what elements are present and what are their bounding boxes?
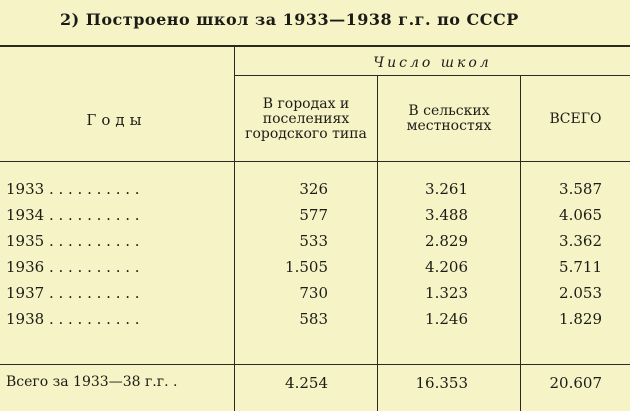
table-row	[0, 307, 630, 333]
city-column-header: В городах и поселениях городского типа	[245, 95, 367, 142]
row-total-value: 2.053	[559, 284, 602, 302]
row-total-value: 3.587	[559, 180, 602, 198]
row-rural-value: 4.206	[425, 258, 468, 276]
row-rural-value: 2.829	[425, 232, 468, 250]
row-year: 1936 . . . . . . . . . .	[6, 258, 140, 276]
row-city-value: 730	[299, 284, 328, 302]
row-rural-value: 1.323	[425, 284, 468, 302]
row-city-value: 533	[299, 232, 328, 250]
table-row	[0, 281, 630, 307]
total-label: Всего за 1933—38 г.г. .	[6, 374, 178, 390]
row-total-value: 1.829	[559, 310, 602, 328]
total-rural-value: 16.353	[415, 374, 468, 392]
total-top-rule	[0, 364, 630, 365]
row-total-value: 5.711	[559, 258, 602, 276]
rural-column-header: В сельских местностях	[406, 103, 492, 134]
row-year: 1933 . . . . . . . . . .	[6, 180, 140, 198]
row-total-value: 4.065	[559, 206, 602, 224]
group-header-rule	[234, 75, 630, 76]
total-column-header: ВСЕГО	[549, 110, 602, 127]
table-title: 2) Построено школ за 1933—1938 г.г. по СССР	[60, 10, 519, 29]
row-total-value: 3.362	[559, 232, 602, 250]
total-row	[0, 371, 630, 397]
school-count-group-header: Число школ	[373, 54, 492, 71]
total-all-value: 20.607	[549, 374, 602, 392]
row-city-value: 583	[299, 310, 328, 328]
row-rural-value: 3.261	[425, 180, 468, 198]
header-bottom-rule	[0, 161, 630, 162]
row-city-value: 1.505	[285, 258, 328, 276]
row-rural-value: 1.246	[425, 310, 468, 328]
top-rule	[0, 45, 630, 47]
table-row	[0, 229, 630, 255]
years-column-header: Годы	[86, 111, 147, 129]
row-year: 1937 . . . . . . . . . .	[6, 284, 140, 302]
row-year: 1938 . . . . . . . . . .	[6, 310, 140, 328]
row-city-value: 326	[299, 180, 328, 198]
table-row	[0, 177, 630, 203]
table-row	[0, 203, 630, 229]
row-year: 1934 . . . . . . . . . .	[6, 206, 140, 224]
row-city-value: 577	[299, 206, 328, 224]
total-city-value: 4.254	[285, 374, 328, 392]
row-rural-value: 3.488	[425, 206, 468, 224]
table-row	[0, 255, 630, 281]
row-year: 1935 . . . . . . . . . .	[6, 232, 140, 250]
